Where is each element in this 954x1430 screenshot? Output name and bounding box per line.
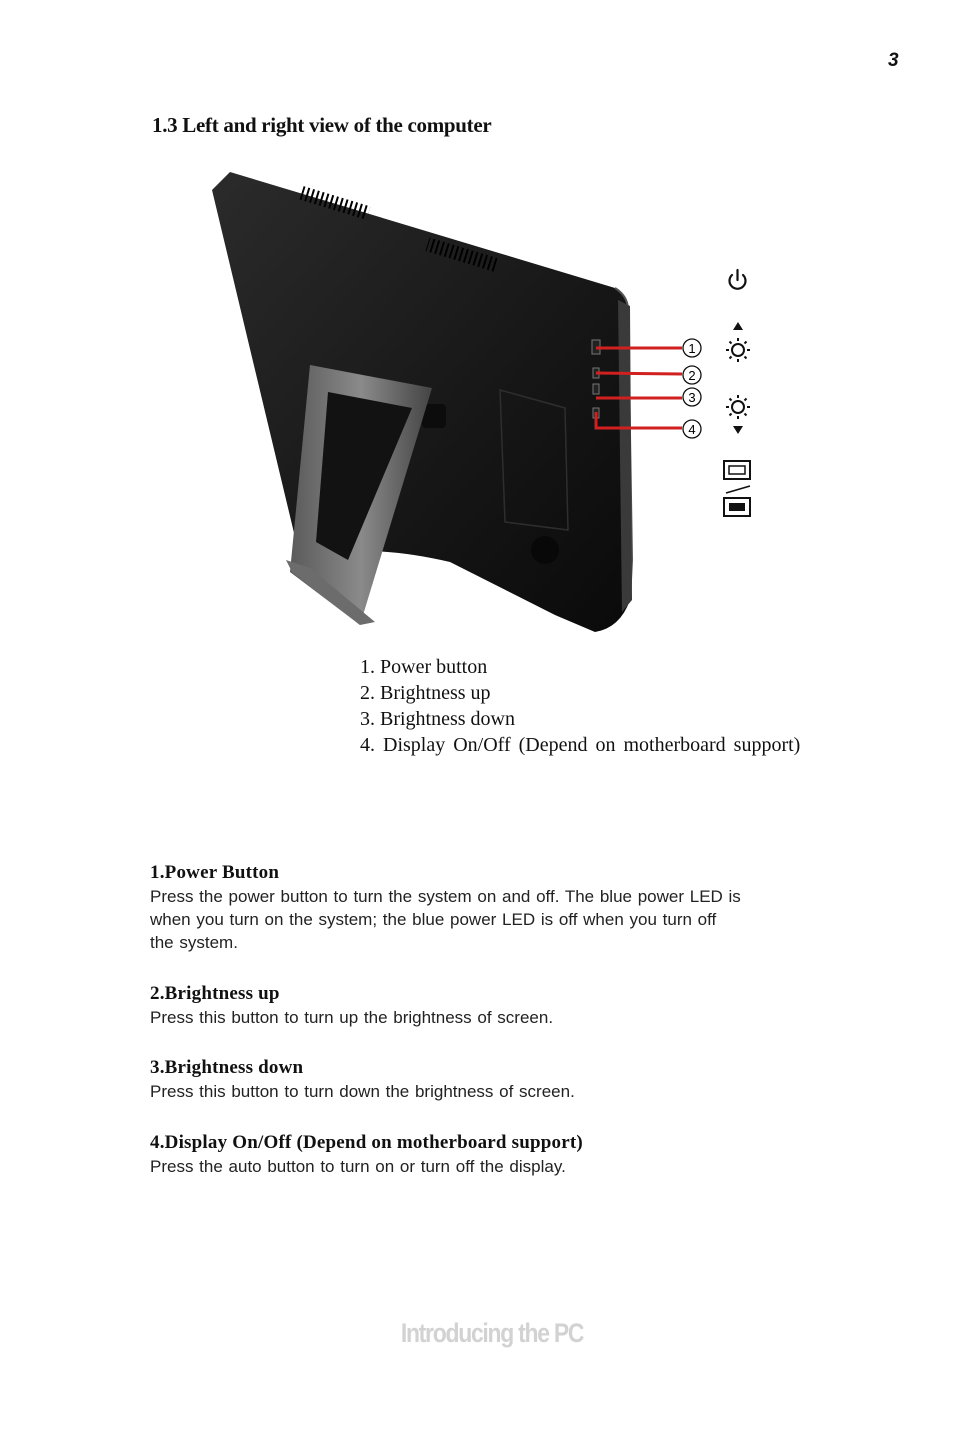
brightness-down-icon (726, 395, 750, 434)
section-heading: 2.Brightness up (150, 983, 280, 1004)
callout-4-label: 4 (688, 422, 696, 437)
section-text-line: when you turn on the system; the blue power LED is off when you turn off (150, 910, 717, 929)
callout-1-label: 1 (688, 341, 696, 356)
section-text-line: Press the power button to turn the system on and off. The blue power LED is (150, 887, 741, 906)
callout-3 (683, 388, 701, 406)
legend-item-display-toggle: 4. Display On/Off (Depend on motherboard support) (360, 734, 801, 756)
section-brightness-up (150, 982, 840, 1029)
callout-3-label: 3 (688, 390, 696, 405)
computer-side-view-figure (200, 160, 780, 640)
section-title: 1.3 Left and right view of the computer (152, 113, 492, 137)
section-text-line: the system. (150, 933, 238, 952)
section-heading: 3.Brightness down (150, 1057, 304, 1078)
callout-4 (683, 420, 701, 438)
callout-1 (683, 339, 701, 357)
section-brightness-down (150, 1056, 840, 1103)
callout-2 (683, 366, 701, 384)
section-text-line: Press this button to turn down the brightness of screen. (150, 1082, 575, 1101)
section-power-button (150, 861, 840, 954)
legend-item-power: 1. Power button (360, 656, 488, 678)
callout-2-label: 2 (688, 368, 696, 383)
display-toggle-icon (724, 461, 750, 516)
section-heading: 1.Power Button (150, 862, 280, 883)
legend-item-brightness-down: 3. Brightness down (360, 708, 515, 730)
section-heading: 4.Display On/Off (Depend on motherboard support) (150, 1132, 583, 1153)
legend-item-brightness-up: 2. Brightness up (360, 682, 491, 704)
power-icon (730, 270, 746, 289)
section-text-line: Press this button to turn up the brightness of screen. (150, 1008, 554, 1027)
section-display-toggle (150, 1131, 840, 1178)
button-legend (360, 654, 840, 758)
page-number: 3 (888, 50, 898, 71)
brightness-up-icon (726, 322, 750, 362)
computer-illustration (200, 160, 780, 640)
footer-chapter-title: Introducing the PC (400, 1318, 584, 1348)
section-text-line: Press the auto button to turn on or turn off the display. (150, 1157, 566, 1176)
